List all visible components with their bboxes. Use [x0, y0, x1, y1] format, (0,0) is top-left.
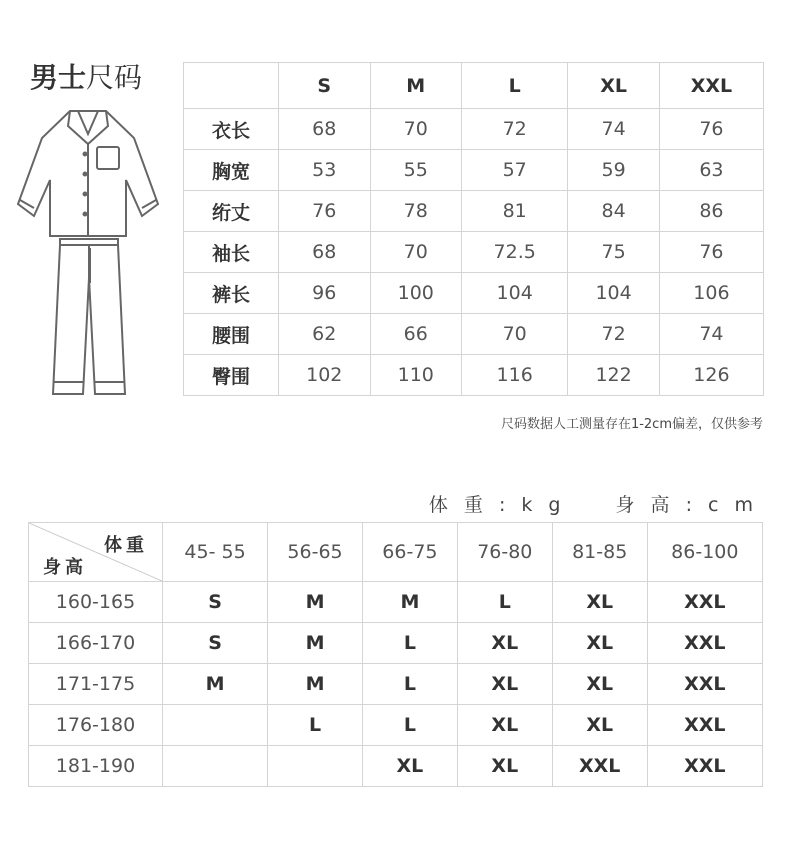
- measurement-value: 63: [659, 150, 763, 191]
- measurement-value: 100: [370, 273, 462, 314]
- weight-range-header: 76-80: [457, 523, 552, 582]
- recommended-size: XL: [552, 623, 647, 664]
- recommended-size: L: [362, 705, 457, 746]
- measurement-value: 53: [279, 150, 371, 191]
- weight-range-header: 45- 55: [163, 523, 268, 582]
- table-row: [184, 191, 764, 232]
- recommended-size: XXL: [647, 582, 762, 623]
- recommended-size: XXL: [647, 705, 762, 746]
- measurement-value: 68: [279, 232, 371, 273]
- measurement-value: 78: [370, 191, 462, 232]
- recommended-size: XL: [552, 705, 647, 746]
- height-range-label: 176-180: [29, 705, 163, 746]
- measurement-value: 72.5: [462, 232, 568, 273]
- recommended-size: L: [362, 623, 457, 664]
- measurement-value: 55: [370, 150, 462, 191]
- measurement-label: 裤长: [184, 273, 279, 314]
- table-row: [184, 273, 764, 314]
- recommended-size: XL: [552, 582, 647, 623]
- table-row: [29, 623, 763, 664]
- recommended-size: XL: [552, 664, 647, 705]
- pajama-illustration-icon: [8, 108, 168, 398]
- measurement-label: 臀围: [184, 355, 279, 396]
- table-row: [184, 232, 764, 273]
- recommended-size: XXL: [647, 746, 762, 787]
- measurement-value: 75: [568, 232, 660, 273]
- measurement-value: 122: [568, 355, 660, 396]
- recommended-size: XXL: [647, 664, 762, 705]
- measurement-value: 66: [370, 314, 462, 355]
- size-header: XXL: [659, 63, 763, 109]
- measurement-value: 74: [659, 314, 763, 355]
- measurement-value: 62: [279, 314, 371, 355]
- table-header-row: [184, 63, 764, 109]
- size-header: M: [370, 63, 462, 109]
- table-row: [29, 705, 763, 746]
- measurement-value: 81: [462, 191, 568, 232]
- measurement-value: 86: [659, 191, 763, 232]
- corner-header-cell: 体重 身高: [29, 523, 163, 582]
- table-row: [29, 746, 763, 787]
- size-header: L: [462, 63, 568, 109]
- measurement-value: 70: [370, 232, 462, 273]
- recommended-size: M: [268, 664, 363, 705]
- recommended-size: [163, 705, 268, 746]
- measurement-value: 74: [568, 109, 660, 150]
- table-header-row: [29, 523, 763, 582]
- measurement-value: 102: [279, 355, 371, 396]
- measurement-value: 76: [279, 191, 371, 232]
- recommended-size: M: [268, 582, 363, 623]
- measurement-value: 57: [462, 150, 568, 191]
- measurement-value: 59: [568, 150, 660, 191]
- recommended-size: S: [163, 623, 268, 664]
- size-header: S: [279, 63, 371, 109]
- recommended-size: XL: [457, 705, 552, 746]
- recommended-size: L: [362, 664, 457, 705]
- measurement-note: 尺码数据人工测量存在1-2cm偏差，仅供参考: [500, 417, 763, 432]
- table-row: [29, 664, 763, 705]
- measurement-value: 126: [659, 355, 763, 396]
- weight-range-header: 56-65: [268, 523, 363, 582]
- measurement-value: 76: [659, 232, 763, 273]
- measurement-label: 胸宽: [184, 150, 279, 191]
- measurement-value: 72: [568, 314, 660, 355]
- measurement-value: 76: [659, 109, 763, 150]
- weight-range-header: 66-75: [362, 523, 457, 582]
- recommended-size: L: [268, 705, 363, 746]
- measurement-value: 84: [568, 191, 660, 232]
- measurement-value: 110: [370, 355, 462, 396]
- measurement-value: 70: [462, 314, 568, 355]
- recommended-size: XL: [362, 746, 457, 787]
- recommended-size: XXL: [647, 623, 762, 664]
- measurement-value: 68: [279, 109, 371, 150]
- measurement-value: 104: [568, 273, 660, 314]
- measurement-value: 104: [462, 273, 568, 314]
- units-label: 体 重 : k g 身 高 : c m: [428, 494, 758, 516]
- height-range-label: 171-175: [29, 664, 163, 705]
- page-title: 男士尺码: [30, 61, 143, 94]
- height-range-label: 181-190: [29, 746, 163, 787]
- measurement-label: 绗丈: [184, 191, 279, 232]
- measurement-value: 96: [279, 273, 371, 314]
- height-range-label: 160-165: [29, 582, 163, 623]
- height-range-label: 166-170: [29, 623, 163, 664]
- recommended-size: M: [268, 623, 363, 664]
- weight-range-header: 86-100: [647, 523, 762, 582]
- recommended-size: [268, 746, 363, 787]
- measurement-value: 116: [462, 355, 568, 396]
- size-header: XL: [568, 63, 660, 109]
- measurement-value: 106: [659, 273, 763, 314]
- measurement-label: 衣长: [184, 109, 279, 150]
- table-row: [184, 355, 764, 396]
- table-row: [184, 314, 764, 355]
- measurement-label: 袖长: [184, 232, 279, 273]
- garment-size-table: [183, 62, 764, 396]
- recommended-size: XL: [457, 623, 552, 664]
- recommended-size: M: [163, 664, 268, 705]
- recommended-size: [163, 746, 268, 787]
- table-row: [184, 150, 764, 191]
- table-row: [29, 582, 763, 623]
- recommended-size: S: [163, 582, 268, 623]
- measurement-value: 72: [462, 109, 568, 150]
- size-recommendation-table: [28, 522, 763, 787]
- recommended-size: L: [457, 582, 552, 623]
- table-row: [184, 109, 764, 150]
- recommended-size: XXL: [552, 746, 647, 787]
- recommended-size: XL: [457, 664, 552, 705]
- measurement-value: 70: [370, 109, 462, 150]
- weight-range-header: 81-85: [552, 523, 647, 582]
- recommended-size: M: [362, 582, 457, 623]
- recommended-size: XL: [457, 746, 552, 787]
- measurement-label: 腰围: [184, 314, 279, 355]
